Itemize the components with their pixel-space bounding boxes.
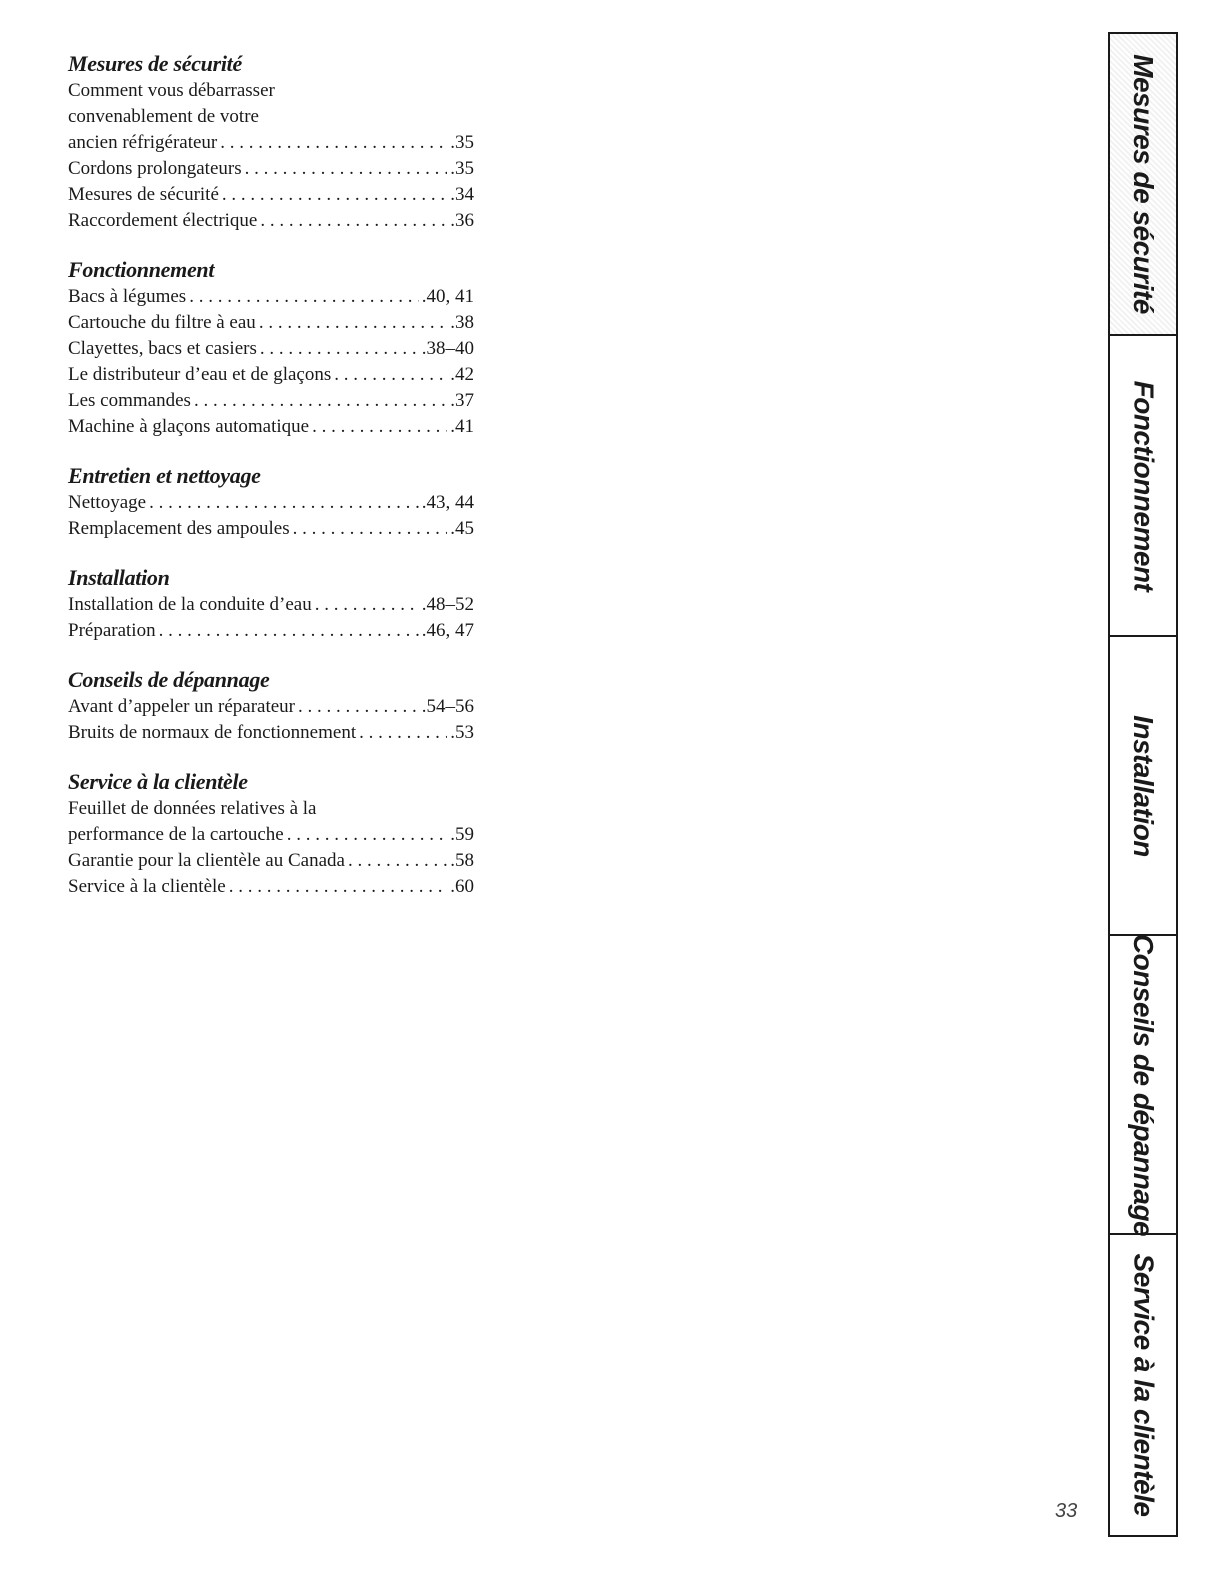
toc-entry[interactable] [68,516,474,542]
entry-label: Raccordement électrique [68,210,258,231]
entry-page: .34 [450,184,474,205]
dot-leader [222,182,447,208]
section-tabs [1108,32,1178,1537]
entry-label: Garantie pour la clientèle au Canada [68,850,345,871]
dot-leader [348,848,447,874]
toc-entry[interactable] [68,618,474,644]
entry-page: .40, 41 [421,286,474,307]
tab-troubleshooting[interactable] [1110,933,1176,1236]
entry-label: Service à la clientèle [68,876,226,897]
entry-page: .38–40 [421,338,474,359]
toc-section-customer-service [68,768,474,900]
toc-section-installation [68,564,474,644]
section-heading: Service à la clientèle [68,769,248,794]
entry-label: Remplacement des ampoules [68,518,290,539]
toc-entry[interactable] [68,796,474,822]
section-heading: Entretien et nettoyage [68,463,261,488]
dot-leader [298,694,419,720]
toc-entry[interactable] [68,694,474,720]
dot-leader [194,388,447,414]
dot-leader [260,208,447,234]
toc-entry[interactable] [68,284,474,310]
entry-page: .45 [450,518,474,539]
tab-installation[interactable] [1110,635,1176,934]
dot-leader [315,592,419,618]
toc-entry[interactable] [68,388,474,414]
section-heading: Installation [68,565,170,590]
tab-label: Service à la clientèle [1128,1253,1159,1517]
toc-entry[interactable] [68,720,474,746]
dot-leader [259,310,447,336]
entry-list [68,694,474,746]
entry-label: Clayettes, bacs et casiers [68,338,257,359]
entry-page: .48–52 [421,594,474,615]
toc-section-maintenance [68,462,474,542]
toc-entry[interactable] [68,414,474,440]
entry-label: Avant d’appeler un réparateur [68,696,295,717]
entry-page: .38 [450,312,474,333]
entry-page: .43, 44 [421,492,474,513]
entry-label: Installation de la conduite d’eau [68,594,312,615]
tab-operation[interactable] [1110,334,1176,635]
dot-leader [189,284,419,310]
entry-label: Bacs à légumes [68,286,187,307]
toc-entry[interactable] [68,490,474,516]
section-heading: Mesures de sécurité [68,51,242,76]
page-number: 33 [1055,1500,1078,1522]
entry-label: Le distributeur d’eau et de glaçons [68,364,332,385]
entry-list [68,78,474,234]
entry-label: Cartouche du filtre à eau [68,312,256,333]
section-heading: Fonctionnement [68,257,215,282]
entry-label: performance de la cartouche [68,824,284,845]
toc-section-safety [68,50,474,234]
toc-section-troubleshooting [68,666,474,746]
entry-page: .54–56 [421,696,474,717]
toc-entry[interactable] [68,336,474,362]
toc-entry[interactable] [68,156,474,182]
entry-page: .59 [450,824,474,845]
entry-page: .53 [450,722,474,743]
entry-page: .58 [450,850,474,871]
entry-label: Comment vous débarrasser [68,80,275,101]
toc-entry[interactable] [68,848,474,874]
entry-page: .60 [450,876,474,897]
tab-label: Mesures de sécurité [1128,54,1159,314]
dot-leader [312,414,447,440]
dot-leader [287,822,448,848]
tab-label: Conseils de dépannage [1128,933,1159,1236]
entry-label: Machine à glaçons automatique [68,416,310,437]
tab-safety[interactable] [1110,34,1176,334]
toc-entry[interactable] [68,822,474,848]
toc-entry[interactable] [68,104,474,130]
entry-page: .41 [450,416,474,437]
section-heading: Conseils de dépannage [68,667,270,692]
entry-list [68,796,474,900]
dot-leader [159,618,419,644]
entry-label: Bruits de normaux de fonctionnement [68,722,357,743]
tab-customer-service[interactable] [1110,1233,1176,1535]
toc-entry[interactable] [68,208,474,234]
entry-label: Préparation [68,620,156,641]
entry-label: Mesures de sécurité [68,184,219,205]
entry-label: Cordons prolongateurs [68,158,242,179]
tab-label: Installation [1128,714,1160,857]
dot-leader [334,362,447,388]
toc-section-operation [68,256,474,440]
entry-page: .35 [450,132,474,153]
entry-page: .37 [450,390,474,411]
entry-page: .42 [450,364,474,385]
entry-label: ancien réfrigérateur [68,132,218,153]
toc-entry[interactable] [68,78,474,104]
dot-leader [293,516,448,542]
entry-label: Les commandes [68,390,191,411]
dot-leader [229,874,448,900]
entry-label: convenablement de votre [68,106,259,127]
entry-page: .36 [450,210,474,231]
toc-entry[interactable] [68,592,474,618]
entry-page: .35 [450,158,474,179]
dot-leader [220,130,447,156]
entry-list [68,490,474,542]
entry-page: .46, 47 [421,620,474,641]
toc-entry[interactable] [68,130,474,156]
toc-entry[interactable] [68,310,474,336]
table-of-contents [68,50,474,922]
entry-list [68,284,474,440]
dot-leader [149,490,419,516]
dot-leader [359,720,447,746]
entry-list [68,592,474,644]
dot-leader [245,156,448,182]
toc-entry[interactable] [68,874,474,900]
entry-label: Feuillet de données relatives à la [68,798,317,819]
tab-label: Fonctionnement [1128,380,1160,591]
toc-entry[interactable] [68,182,474,208]
dot-leader [260,336,419,362]
entry-label: Nettoyage [68,492,147,513]
toc-entry[interactable] [68,362,474,388]
